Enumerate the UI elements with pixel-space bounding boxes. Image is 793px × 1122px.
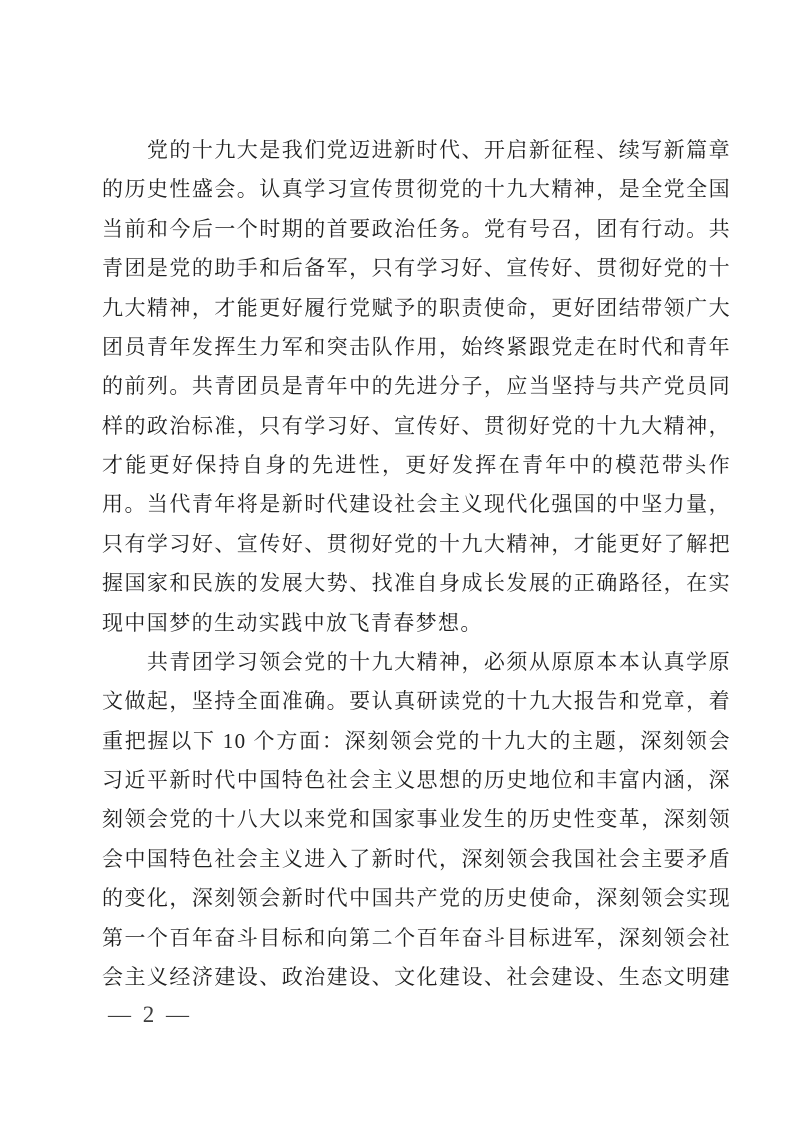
paragraph: [102, 131, 731, 643]
text-line: 会主义经济建设、政治建设、文化建设、社会建设、生态文明建: [102, 964, 731, 989]
text-line: 的变化，深刻领会新时代中国共产党的历史使命，深刻领会实现: [102, 886, 731, 911]
text-line: 团员青年发挥生力军和突击队作用，始终紧跟党走在时代和青年: [102, 334, 731, 359]
document-body: [102, 131, 731, 997]
text-line: 青团是党的助手和后备军，只有学习好、宣传好、贯彻好党的十: [102, 256, 731, 281]
text-line: 会中国特色社会主义进入了新时代，深刻领会我国社会主要矛盾: [102, 846, 731, 871]
text-line: 文做起，坚持全面准确。要认真研读党的十九大报告和党章，着: [102, 689, 731, 714]
text-line: 第一个百年奋斗目标和向第二个百年奋斗目标进军，深刻领会社: [102, 925, 731, 950]
text-line: 只有学习好、宣传好、贯彻好党的十九大精神，才能更好了解把: [102, 531, 731, 556]
text-line: 共青团学习领会党的十九大精神，必须从原原本本认真学原: [102, 649, 731, 674]
text-line: 的前列。共青团员是青年中的先进分子，应当坚持与共产党员同: [102, 374, 731, 399]
text-line: 用。当代青年将是新时代建设社会主义现代化强国的中坚力量，: [102, 492, 731, 517]
text-line: 才能更好保持自身的先进性，更好发挥在青年中的模范带头作: [102, 453, 731, 477]
text-line: 党的十九大是我们党迈进新时代、开启新征程、续写新篇章: [102, 138, 731, 162]
paragraph: [102, 643, 731, 997]
text-line: 现中国梦的生动实践中放飞青春梦想。: [102, 610, 483, 635]
page-number: — 2 —: [108, 1002, 191, 1027]
text-line: 九大精神，才能更好履行党赋予的职责使命，更好团结带领广大: [102, 295, 731, 320]
text-line: 握国家和民族的发展大势、找准自身成长发展的正确路径，在实: [102, 571, 731, 596]
text-line: 刻领会党的十八大以来党和国家事业发生的历史性变革，深刻领: [102, 807, 731, 832]
text-line: 样的政治标准，只有学习好、宣传好、贯彻好党的十九大精神，: [102, 413, 731, 438]
text-line: 习近平新时代中国特色社会主义思想的历史地位和丰富内涵，深: [102, 768, 731, 792]
text-line: 的历史性盛会。认真学习宣传贯彻党的十九大精神，是全党全国: [102, 177, 731, 202]
text-line: 重把握以下 10 个方面：深刻领会党的十九大的主题，深刻领会: [102, 728, 731, 753]
text-line: 当前和今后一个时期的首要政治任务。党有号召，团有行动。共: [102, 216, 731, 241]
